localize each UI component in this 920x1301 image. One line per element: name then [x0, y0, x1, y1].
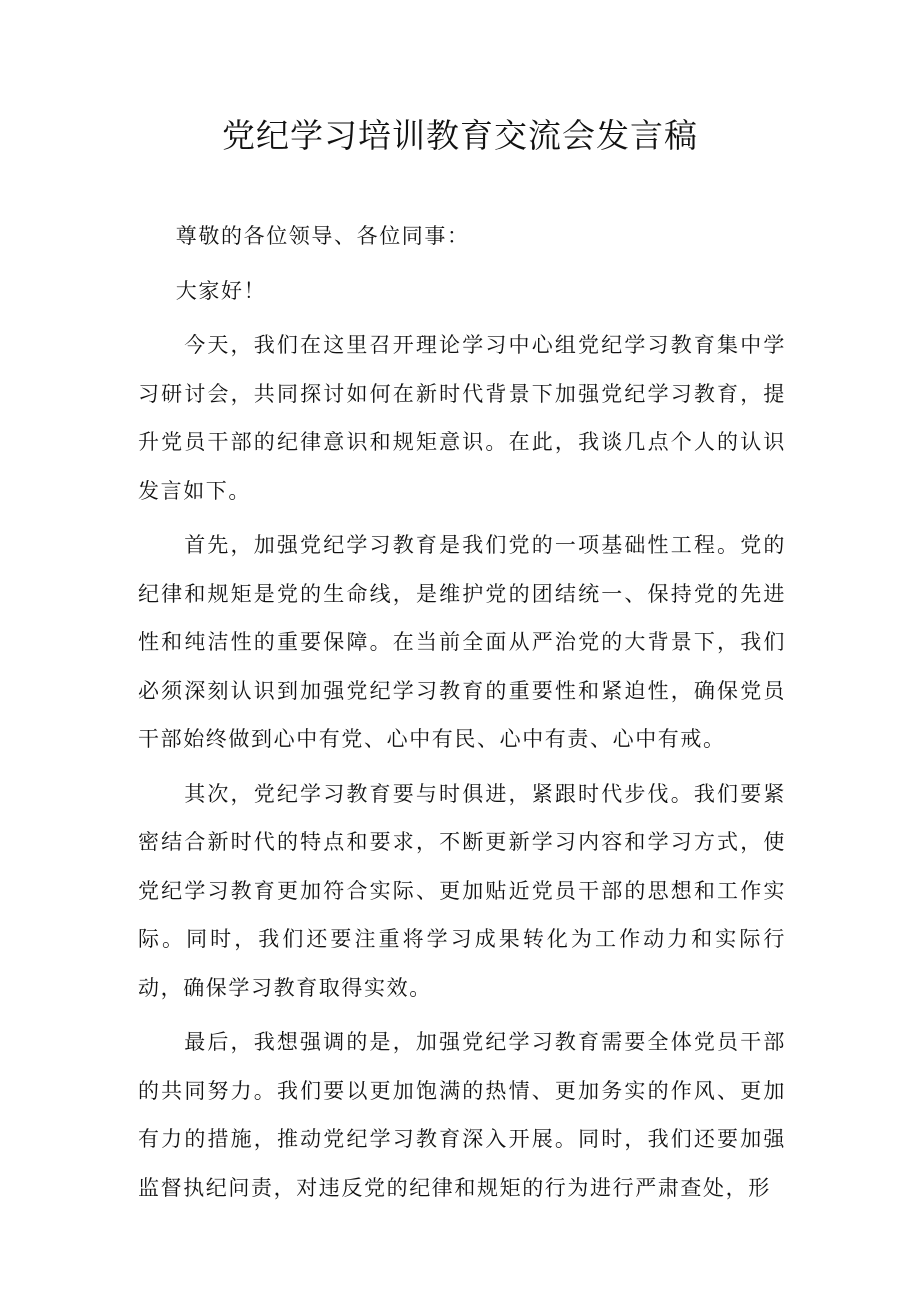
paragraph-first-point: 首先，加强党纪学习教育是我们党的一项基础性工程。党的纪律和规矩是党的生命线，是维护党的团结统一、保持党的先进性和纯洁性的重要保障。在当前全面从严治党的大背景下，我们必须深刻认识到加强党纪学习教育的重要性和紧迫性，确保党员干部始终做到心中有党、心中有民、心中有责、心中有戒。	[138, 533, 786, 751]
document-body	[138, 212, 786, 1212]
document-title: 党纪学习培训教育交流会发言稿	[222, 116, 698, 155]
greeting-line: 大家好！	[175, 278, 267, 303]
paragraph-intro: 今天，我们在这里召开理论学习中心组党纪学习教育集中学习研讨会，共同探讨如何在新时代背景下加强党纪学习教育，提升党员干部的纪律意识和规矩意识。在此，我谈几点个人的认识发言如下。	[138, 333, 786, 503]
paragraph-final-point: 最后，我想强调的是，加强党纪学习教育需要全体党员干部的共同努力。我们要以更加饱满的热情、更加务实的作风、更加有力的措施，推动党纪学习教育深入开展。同时，我们还要加强监督执纪问责，对违反党的纪律和规矩的行为进行严肃查处，形	[138, 1030, 786, 1200]
paragraph-second-point: 其次，党纪学习教育要与时俱进，紧跟时代步伐。我们要紧密结合新时代的特点和要求，不断更新学习内容和学习方式，使党纪学习教育更加符合实际、更加贴近党员干部的思想和工作实际。同时，我们还要注重将学习成果转化为工作动力和实际行动，确保学习教育取得实效。	[138, 781, 786, 1000]
salutation-line: 尊敬的各位领导、各位同事：	[175, 224, 470, 248]
